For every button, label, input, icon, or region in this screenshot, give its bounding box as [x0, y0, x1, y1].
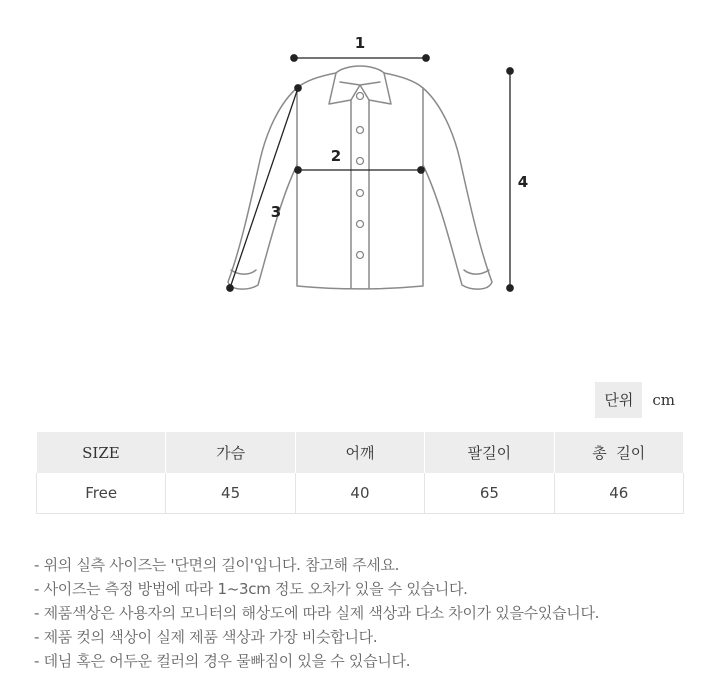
header-shoulder: 어깨	[295, 432, 424, 473]
note-item: - 사이즈는 측정 방법에 따라 1~3cm 정도 오차가 있을 수 있습니다.	[34, 580, 468, 598]
unit-label: 단위	[595, 382, 642, 418]
table-row	[37, 473, 684, 514]
cell-chest: 45	[166, 473, 295, 514]
note-item: - 데님 혹은 어두운 컬러의 경우 물빠짐이 있을 수 있습니다.	[34, 652, 411, 670]
unit-indicator	[595, 382, 675, 418]
note-item: - 위의 실측 사이즈는 '단면의 길이'입니다. 참고해 주세요.	[34, 556, 400, 574]
size-table-header-row	[37, 432, 684, 473]
header-size: SIZE	[37, 432, 166, 473]
measure-line-1	[291, 55, 429, 61]
measure-label-4: 4	[517, 173, 529, 191]
measure-label-2: 2	[330, 147, 342, 165]
shirt-buttons	[357, 93, 364, 259]
cell-shoulder: 40	[295, 473, 424, 514]
measure-label-3: 3	[270, 203, 282, 221]
unit-value: cm	[652, 391, 675, 409]
header-sleeve-length: 팔길이	[425, 432, 554, 473]
note-item: - 제품색상은 사용자의 모니터의 해상도에 따라 실제 색상과 다소 차이가 있을수있습니다.	[34, 604, 600, 622]
header-total-length: 총 길이	[554, 432, 683, 473]
cell-sleeve-length: 65	[425, 473, 554, 514]
measure-label-1: 1	[354, 34, 366, 52]
cell-total-length: 46	[554, 473, 683, 514]
cell-size: Free	[37, 473, 166, 514]
shirt-measurement-diagram	[0, 0, 720, 330]
note-item: - 제품 컷의 색상이 실제 제품 색상과 가장 비슷합니다.	[34, 628, 378, 646]
measure-line-4	[507, 68, 513, 291]
header-chest: 가슴	[166, 432, 295, 473]
size-notes	[34, 553, 599, 673]
measure-line-2	[295, 167, 424, 173]
measure-line-3	[227, 85, 301, 291]
size-table	[36, 432, 684, 514]
